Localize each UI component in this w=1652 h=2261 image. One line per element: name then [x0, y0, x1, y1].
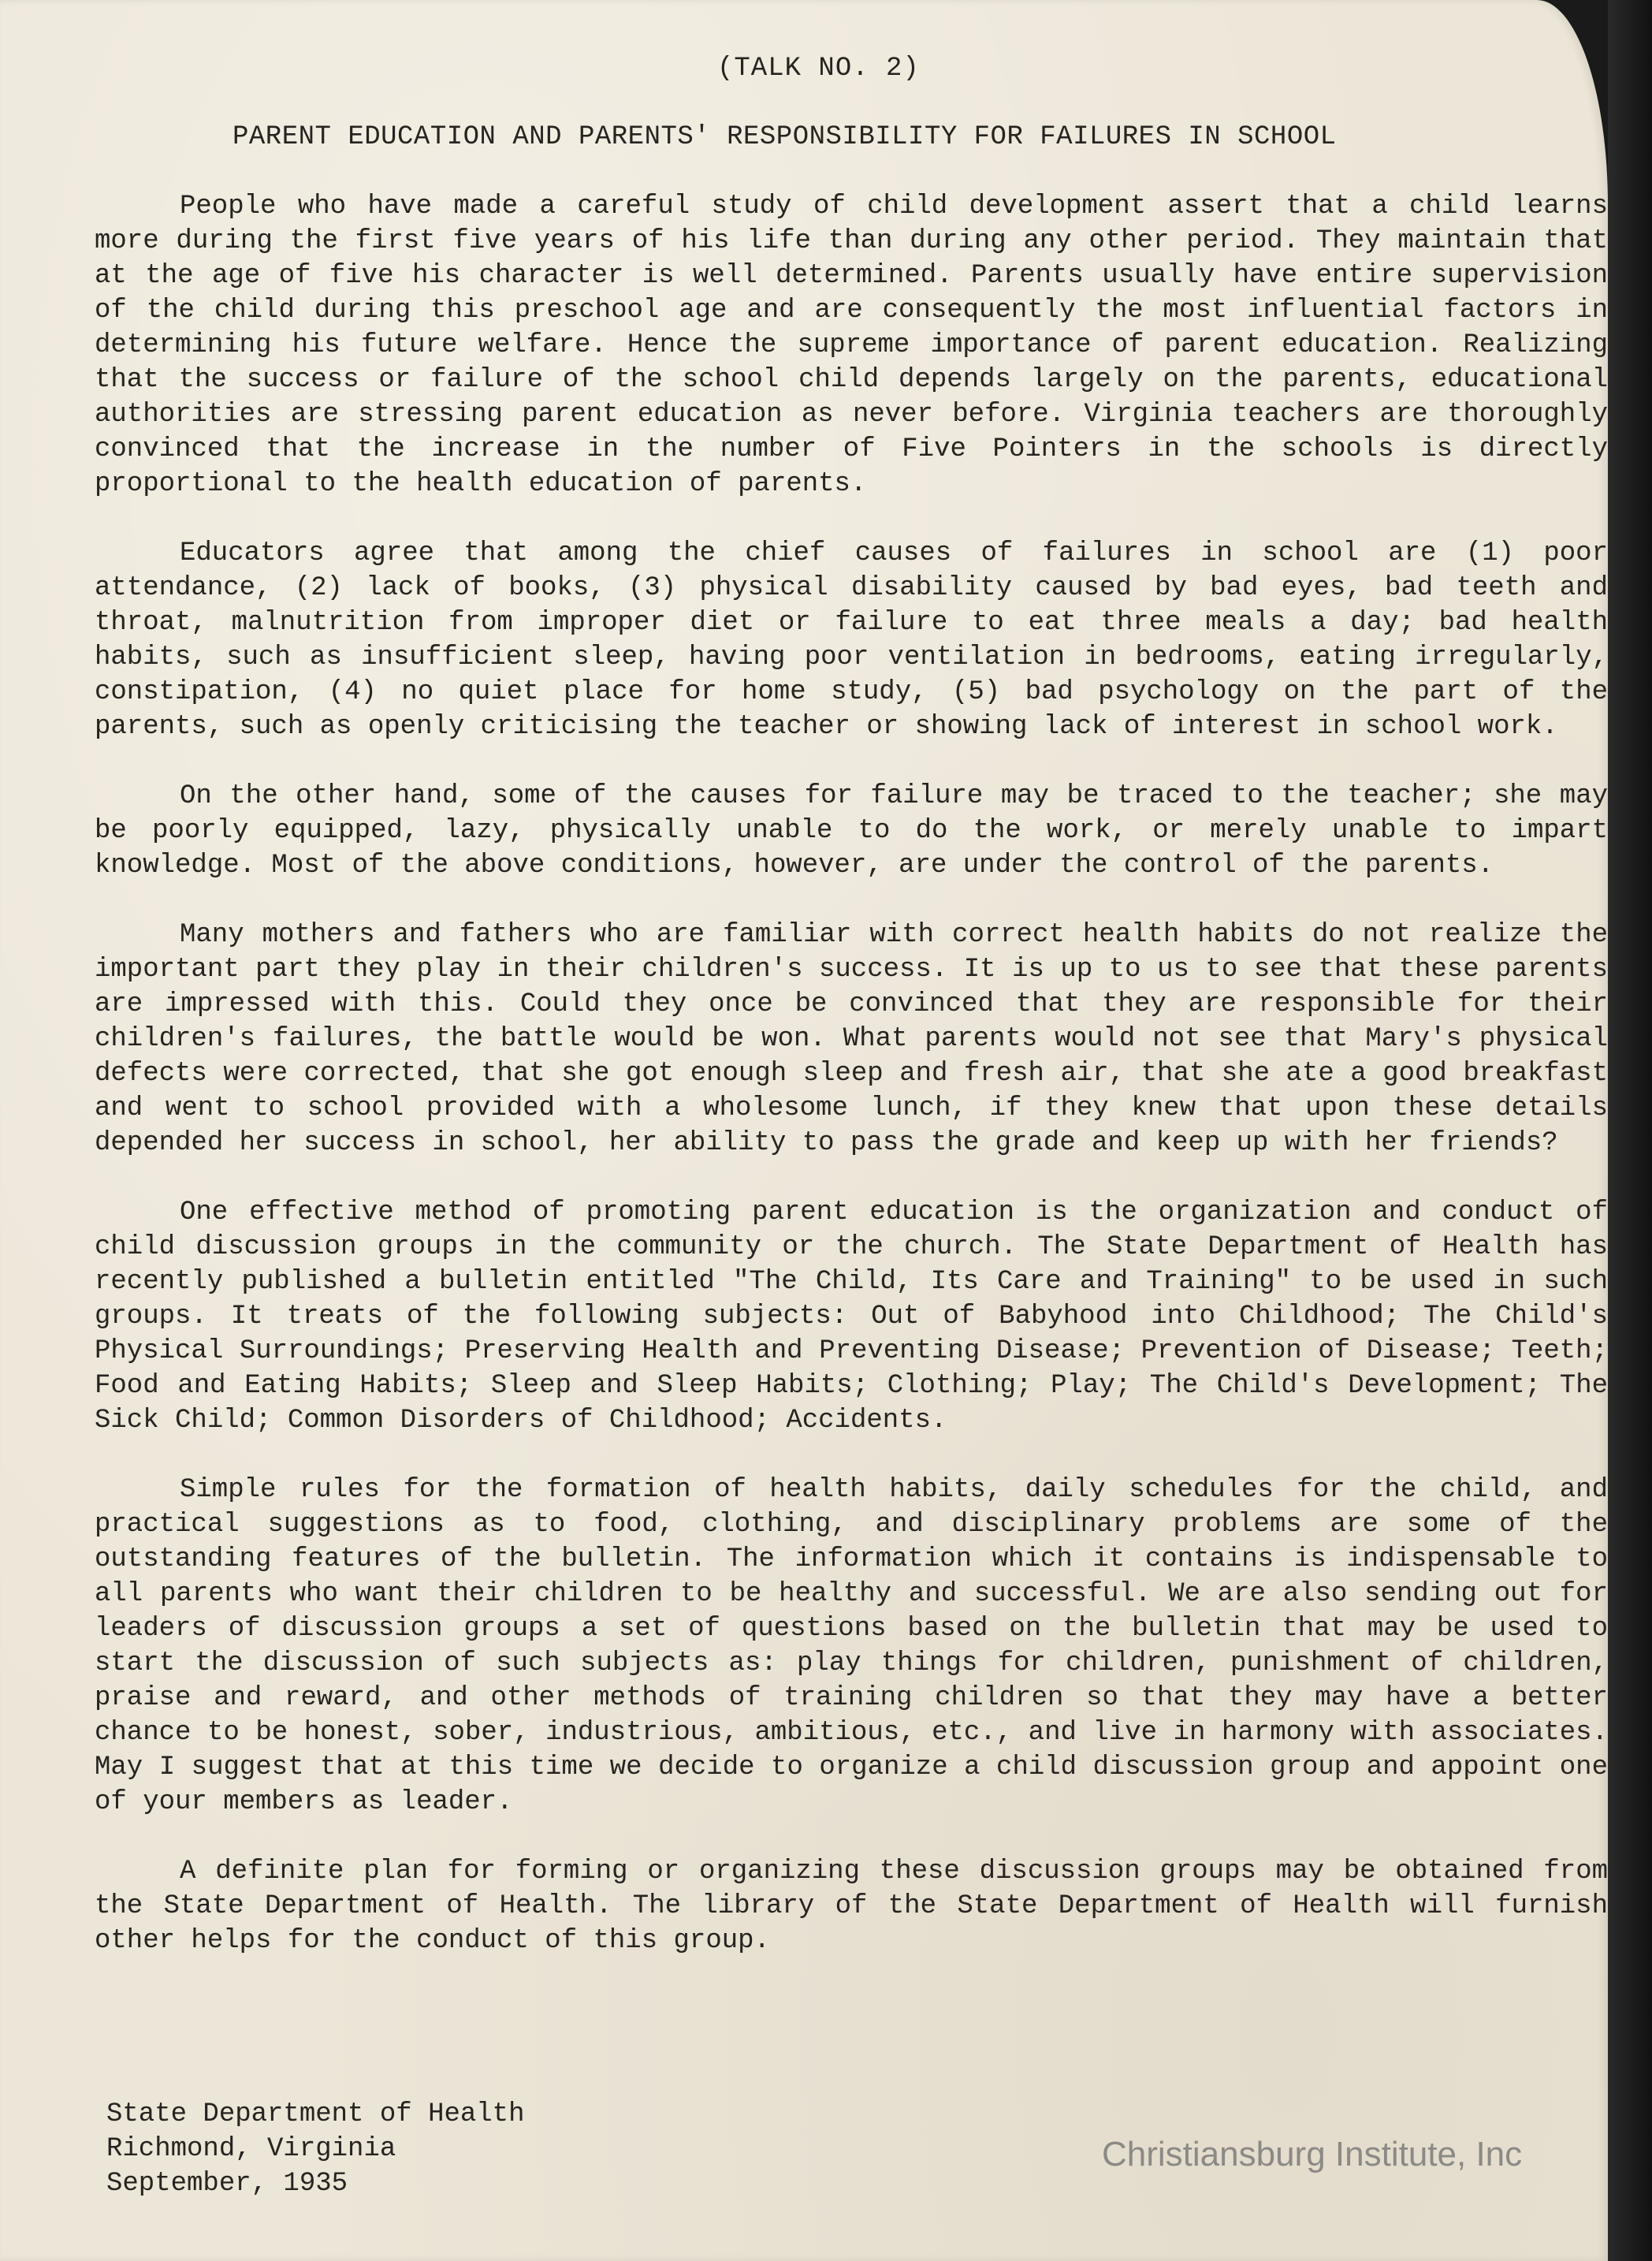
- paragraph-4: Many mothers and fathers who are familiar with correct health habits do not realize the important part they play in their children's success. It is up to us to see that these parents are impressed with this. Could they once be convinced that they are responsible for their children's failures, the battle would be won. What parents would not see that Mary's physical defects were corrected, that she got enough sleep and fresh air, that she ate a good breakfast and went to school provided with a wholesome lunch, if they knew that upon these details depended her success in school, her ability to pass the grade and keep up with her friends?: [95, 920, 1608, 1158]
- paragraph-6: Simple rules for the formation of health habits, daily schedules for the child, and practical suggestions as to food, clothing, and disciplinary problems are some of the outstanding features of the bulletin. The information which it contains is indispensable to all parents who want their children to be healthy and successful. We are also sending out for leaders of discussion groups a set of questions based on the bulletin that may be used to start the discussion of such subjects as: play things for children, punishment of children, praise and reward, and other methods of training children so that they may have a better chance to be honest, sober, industrious, ambitious, etc., and live in harmony with associates. May I suggest that at this time we decide to organize a child discussion group and appoint one of your members as leader.: [95, 1475, 1608, 1817]
- document-body: [95, 189, 1608, 1993]
- signature-date: September, 1935: [106, 2169, 348, 2199]
- talk-number: (TALK NO. 2): [717, 54, 920, 84]
- paragraph-3: On the other hand, some of the causes for failure may be traced to the teacher; she may be poorly equipped, lazy, physically unable to do the work, or merely unable to impart knowledge. Most of the above conditions, however, are under the control of the parents.: [95, 781, 1608, 881]
- paragraph-2: Educators agree that among the chief causes of failures in school are (1) poor attendance, (2) lack of books, (3) physical disability caused by bad eyes, bad teeth and throat, malnutrition from improper diet or failure to eat three meals a day; bad health habits, such as insufficient sleep, having poor ventilation in bedrooms, eating irregularly, constipation, (4) no quiet place for home study, (5) bad psychology on the part of the parents, such as openly criticising the teacher or showing lack of interest in school work.: [95, 538, 1608, 742]
- background-edge: [1608, 0, 1652, 2261]
- signature-organization: State Department of Health: [106, 2099, 525, 2129]
- watermark: Christiansburg Institute, Inc: [1102, 2135, 1523, 2173]
- paragraph-1: People who have made a careful study of child development assert that a child learns more during the first five years of his life than during any other period. They maintain that at the age of five his character is well determined. Parents usually have entire supervision of the child during this preschool age and are consequently the most influential factors in determining his future welfare. Hence the supreme importance of parent education. Realizing that the success or failure of the school child depends largely on the parents, educational authorities are stressing parent education as never before. Virginia teachers are thoroughly convinced that the increase in the number of Five Pointers in the schools is directly proportional to the health education of parents.: [95, 192, 1608, 499]
- paragraph-7: A definite plan for forming or organizing these discussion groups may be obtained from the State Department of Health. The library of the State Department of Health will furnish other helps for the conduct of this group.: [95, 1857, 1608, 1956]
- document-title: PARENT EDUCATION AND PARENTS' RESPONSIBILITY FOR FAILURES IN SCHOOL: [233, 122, 1337, 152]
- paragraph-5: One effective method of promoting parent education is the organization and conduct of child discussion groups in the community or the church. The State Department of Health has recently published a bulletin entitled "The Child, Its Care and Training" to be used in such groups. It treats of the following subjects: Out of Babyhood into Childhood; The Child's Physical Surroundings; Preserving Health and Preventing Disease; Prevention of Disease; Teeth; Food and Eating Habits; Sleep and Sleep Habits; Clothing; Play; The Child's Development; The Sick Child; Common Disorders of Childhood; Accidents.: [95, 1198, 1608, 1436]
- signature-location: Richmond, Virginia: [106, 2134, 396, 2164]
- signature-block: [106, 2097, 525, 2201]
